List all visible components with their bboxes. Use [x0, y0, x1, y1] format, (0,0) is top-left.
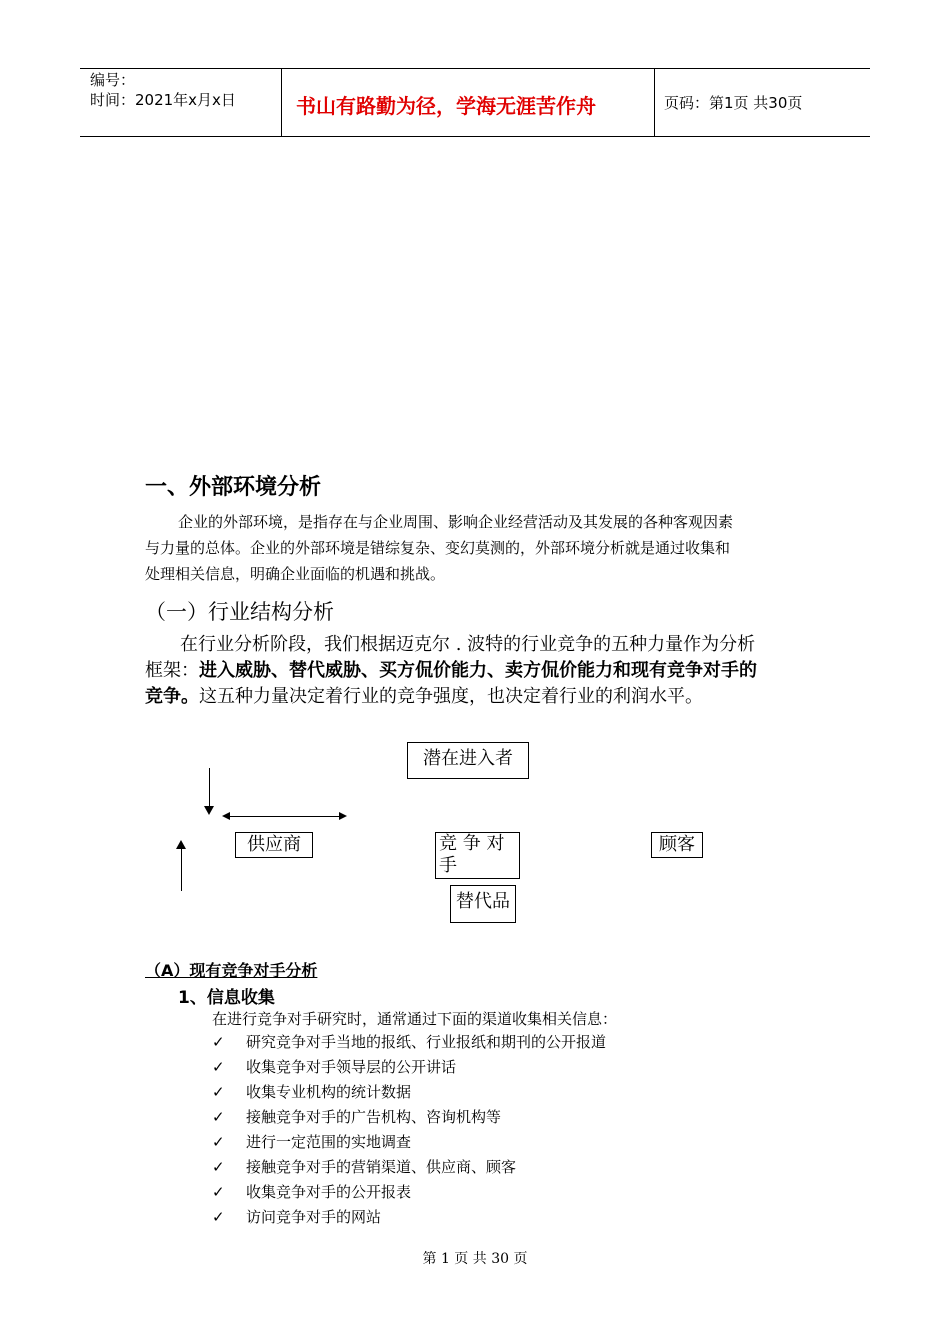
competitors-line: 手	[439, 855, 457, 876]
checklist-text: 收集竞争对手领导层的公开讲话	[246, 1058, 457, 1076]
subsection-title: （一）行业结构分析	[145, 600, 334, 624]
box-suppliers: 供应商	[235, 832, 313, 858]
up-arrow-line	[181, 848, 182, 891]
item-intro: 在进行竞争对手研究时，通常通过下面的渠道收集相关信息：	[212, 1010, 618, 1028]
header-bottom-border	[80, 136, 870, 137]
check-icon: ✓	[212, 1033, 225, 1051]
para-bold-text: 进入威胁、替代威胁、买方侃价能力、卖方侃价能力和现有竞争对手的	[199, 660, 757, 681]
subsection-a-title: （A）现有竞争对手分析	[145, 961, 318, 980]
intro-line: 与力量的总体。企业的外部环境是错综复杂、变幻莫测的，外部环境分析就是通过收集和	[145, 539, 731, 557]
check-icon: ✓	[212, 1208, 225, 1226]
section-intro-paragraph	[145, 509, 825, 587]
check-icon: ✓	[212, 1133, 225, 1151]
box-customers: 顾客	[651, 832, 703, 858]
checklist-item	[212, 1180, 411, 1204]
box-potential-entrants: 潜在进入者	[407, 742, 529, 779]
section-title: 一、外部环境分析	[145, 475, 322, 500]
header-time-label: 时间：2021年x月x日	[90, 91, 236, 109]
header-page-info: 页码：第1页 共30页	[664, 94, 803, 112]
header-divider-left	[281, 68, 282, 136]
up-arrow-head	[176, 840, 186, 849]
item-title: 1、信息收集	[178, 988, 275, 1008]
checklist-item	[212, 1130, 411, 1154]
double-arrow-right-head	[339, 812, 347, 820]
down-arrow-line	[209, 768, 210, 808]
header-top-border	[80, 68, 870, 69]
checklist-text: 进行一定范围的实地调查	[246, 1133, 412, 1151]
box-competitors	[435, 832, 520, 879]
check-icon: ✓	[212, 1108, 225, 1126]
checklist-text: 研究竞争对手当地的报纸、行业报纸和期刊的公开报道	[246, 1033, 607, 1051]
checklist-text: 收集竞争对手的公开报表	[246, 1183, 412, 1201]
competitors-line: 竞 争 对	[439, 833, 505, 854]
checklist-item	[212, 1155, 516, 1179]
header-motto: 书山有路勤为径，学海无涯苦作舟	[296, 94, 596, 118]
header-divider-right	[654, 68, 655, 136]
checklist-text: 接触竞争对手的营销渠道、供应商、顾客	[246, 1158, 517, 1176]
checklist-text: 接触竞争对手的广告机构、咨询机构等	[246, 1108, 502, 1126]
check-icon: ✓	[212, 1158, 225, 1176]
checklist-text: 收集专业机构的统计数据	[246, 1083, 412, 1101]
para-line	[145, 658, 835, 684]
check-icon: ✓	[212, 1083, 225, 1101]
box-substitutes: 替代品	[450, 885, 516, 923]
para-text: 框架：	[145, 660, 199, 681]
checklist-item	[212, 1055, 456, 1079]
double-arrow-left-head	[222, 812, 230, 820]
checklist-item	[212, 1105, 501, 1129]
double-arrow-line	[226, 816, 340, 817]
header-number-label: 编号：	[90, 71, 136, 89]
checklist-item	[212, 1080, 411, 1104]
intro-line: 企业的外部环境，是指存在与企业周围、影响企业经营活动及其发展的各种客观因素	[178, 513, 734, 531]
checklist-text: 访问竞争对手的网站	[246, 1208, 382, 1226]
para-line: 在行业分析阶段，我们根据迈克尔 . 波特的行业竞争的五种力量作为分析	[180, 634, 756, 655]
check-icon: ✓	[212, 1058, 225, 1076]
page-footer: 第 1 页 共 30 页	[422, 1251, 528, 1267]
check-icon: ✓	[212, 1183, 225, 1201]
checklist-item	[212, 1030, 606, 1054]
para-line	[145, 684, 835, 710]
subsection-paragraph	[145, 632, 835, 710]
para-bold-text: 竞争。	[145, 686, 199, 707]
checklist-item	[212, 1205, 381, 1229]
down-arrow-head	[204, 806, 214, 815]
para-text: 这五种力量决定着行业的竞争强度，也决定着行业的利润水平。	[199, 686, 703, 707]
intro-line: 处理相关信息，明确企业面临的机遇和挑战。	[145, 565, 446, 583]
